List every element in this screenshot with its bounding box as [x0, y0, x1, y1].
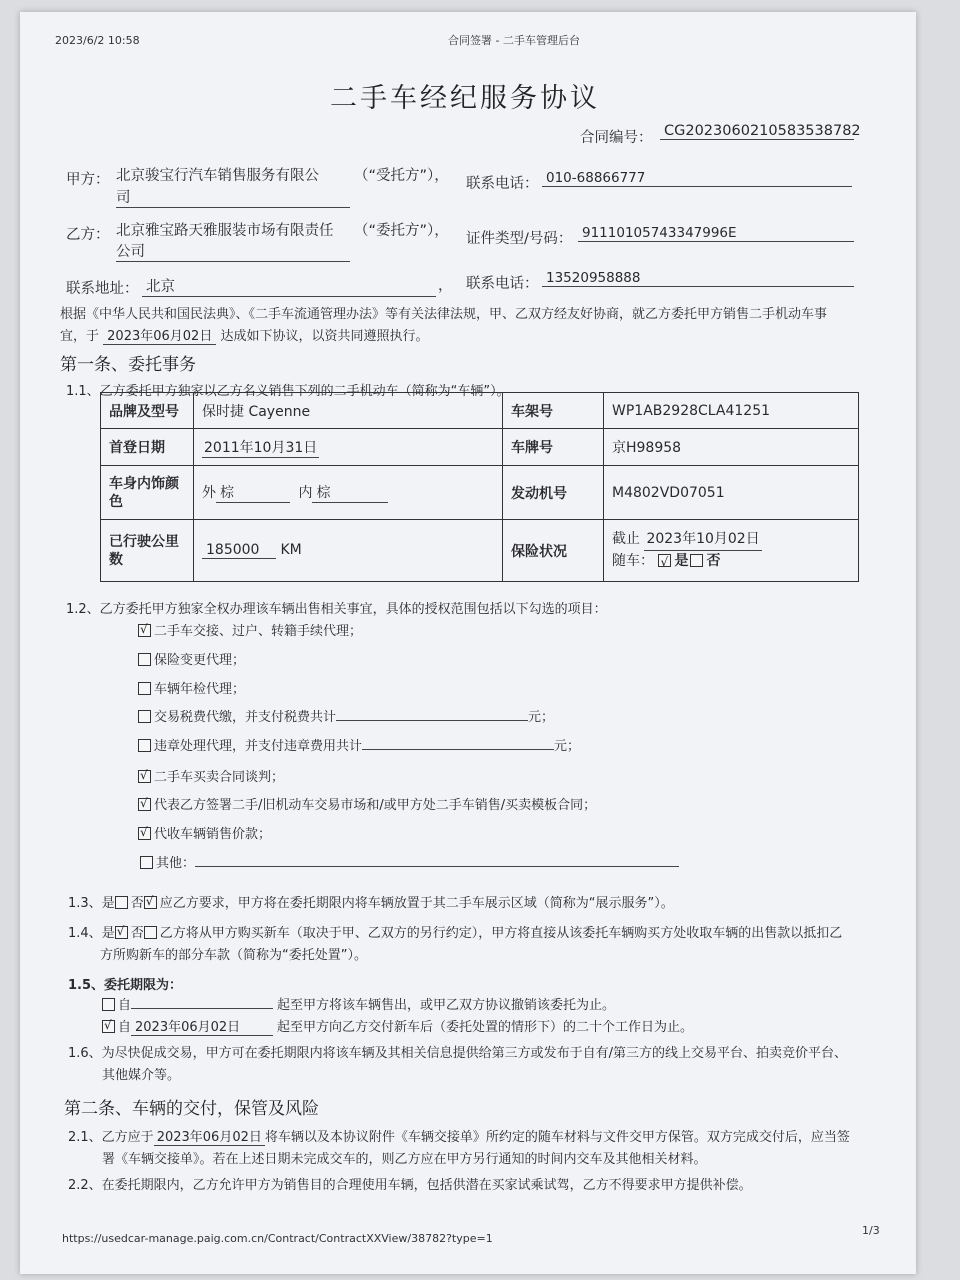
preamble-line1: 根据《中华人民共和国民法典》、《二手车流通管理办法》等有关法律法规，甲、乙双方经友好协商，就乙方委托甲方销售二手机动车事	[60, 307, 828, 322]
handover-date: 2023年06月02日	[154, 1126, 265, 1146]
clause-1-4-text1: 乙方将从甲方购买新车（取决于甲、乙双方的另行约定），甲方将直接从该委托车辆购买方处收取车辆的出售款以抵扣乙	[159, 926, 843, 941]
option-6-checkbox[interactable]	[138, 798, 151, 811]
clause-1-6-line2: 其他媒介等。	[102, 1068, 181, 1083]
article1-heading: 第一条、委托事务	[60, 355, 196, 375]
page-number: 1/3	[862, 1224, 880, 1237]
clause-2-1-line1	[68, 1126, 850, 1146]
term-option-1-date	[131, 994, 273, 1009]
option-8	[140, 852, 679, 871]
option-2-checkbox[interactable]	[138, 682, 151, 695]
address-suffix: ，	[438, 278, 453, 294]
brand-label: 品牌及型号	[101, 393, 194, 429]
party-a-role: （“受托方”），	[354, 168, 449, 184]
insurance-yes-checkbox[interactable]	[658, 554, 671, 567]
reg-date-value: 2011年10月31日	[202, 437, 319, 458]
term-option-2-text: 起至甲方向乙方交付新车后（委托处置的情形下）的二十个工作日为止。	[277, 1020, 694, 1035]
ext-prefix: 外	[202, 485, 216, 501]
int-color: 棕	[312, 482, 388, 503]
clause-1-3-yes-checkbox[interactable]	[115, 896, 128, 909]
engine-value: M4802VD07051	[604, 466, 859, 520]
clause-1-4-no: 否	[130, 926, 144, 941]
color-cell	[194, 466, 503, 520]
preamble-prefix: 宜，于	[60, 329, 100, 344]
term-option-2-prefix: 自	[118, 1020, 132, 1035]
color-label: 车身内饰颜色	[101, 466, 194, 520]
clause-1-4-yes-checkbox[interactable]	[115, 926, 128, 939]
party-b-name-line1: 北京雅宝路天雅服装市场有限责任	[116, 223, 334, 239]
clause-1-4-line1	[68, 922, 842, 941]
clause-1-4-line2: 方所购新车的部分车款（简称为“委托处置”）。	[100, 948, 367, 963]
party-b-phone-label: 联系电话：	[466, 276, 539, 292]
insurance-prefix: 截止	[612, 531, 640, 547]
insurance-follow-label: 随车：	[612, 553, 654, 569]
option-7-text: 代收车辆销售价款；	[154, 827, 272, 842]
mileage-cell	[194, 520, 503, 582]
option-2-text: 车辆年检代理；	[154, 682, 246, 697]
option-7	[138, 823, 271, 842]
option-0	[138, 620, 362, 639]
party-a-phone: 010-68866777	[542, 170, 852, 187]
option-4	[138, 735, 580, 754]
mileage-label: 已行驶公里数	[101, 520, 194, 582]
insurance-label: 保险状况	[503, 520, 604, 582]
option-4-checkbox[interactable]	[138, 739, 151, 752]
document-title: 二手车经纪服务协议	[330, 83, 600, 114]
insurance-follow	[612, 551, 850, 572]
reg-date-label: 首登日期	[101, 429, 194, 466]
print-app-title: 合同签署 - 二手车管理后台	[448, 34, 580, 47]
other-blank	[195, 852, 679, 867]
address-value: 北京	[142, 275, 436, 297]
agreement-date: 2023年06月02日	[103, 325, 216, 345]
option-6	[138, 794, 596, 813]
insurance-date: 2023年10月02日	[644, 529, 761, 551]
document-page	[20, 12, 916, 1274]
article2-heading: 第二条、车辆的交付，保管及风险	[64, 1099, 319, 1119]
option-5	[138, 766, 284, 785]
clause-2-1-line2: 署《车辆交接单》。若在上述日期未完成交车的，则乙方应在甲方另行通知的时间内交车及其他相关材料。	[102, 1152, 707, 1167]
clause-2-2: 2.2、在委托期限内，乙方允许甲方为销售目的合理使用车辆，包括供潜在买家试乘试驾，乙方不得要求甲方提供补偿。	[68, 1178, 752, 1193]
option-1-text: 保险变更代理；	[154, 653, 246, 668]
party-b-label: 乙方：	[66, 227, 110, 243]
term-option-1-prefix: 自	[118, 998, 132, 1013]
option-8-checkbox[interactable]	[140, 856, 153, 869]
option-4-text: 违章处理代理，并支付违章费用共计	[154, 739, 363, 754]
vin-value: WP1AB2928CLA41251	[604, 393, 859, 429]
term-option-1	[102, 994, 615, 1013]
clause-1-3-yes: 是	[101, 896, 115, 911]
option-5-text: 二手车买卖合同谈判；	[154, 770, 285, 785]
contract-no-label: 合同编号：	[580, 130, 653, 146]
term-option-2	[102, 1016, 693, 1036]
clause-1-3-text: 应乙方要求，甲方将在委托期限内将车辆放置于其二手车展示区域（简称为“展示服务”）。	[159, 896, 674, 911]
party-b-role: （“委托方”），	[354, 223, 449, 239]
clause-1-3-no: 否	[130, 896, 144, 911]
clause-2-1-text: 将车辆以及本协议附件《车辆交接单》所约定的随车材料与文件交甲方保管。双方完成交付后，应当签	[264, 1130, 850, 1145]
clause-1-3-num: 1.3、	[68, 896, 102, 911]
clause-1-2: 1.2、乙方委托甲方独家全权办理该车辆出售相关事宜，具体的授权范围包括以下勾选的项目：	[66, 602, 607, 617]
party-a-name-line1: 北京骏宝行汽车销售服务有限公	[116, 168, 319, 184]
clause-2-1-prefix: 2.1、乙方应于	[68, 1130, 154, 1145]
brand-value: 保时捷 Cayenne	[194, 393, 503, 429]
option-3-suffix: 元；	[528, 710, 555, 725]
option-2	[138, 678, 245, 697]
party-b-name-line2: 公司	[116, 240, 350, 262]
clause-1-6-line1: 1.6、为尽快促成交易，甲方可在委托期限内将该车辆及其相关信息提供给第三方或发布于自有/第三方的线上交易平台、拍卖竞价平台、	[68, 1046, 848, 1061]
vin-label: 车架号	[503, 393, 604, 429]
option-6-text: 代表乙方签署二手/旧机动车交易市场和/或甲方处二手车销售/买卖模板合同；	[154, 798, 597, 813]
mileage-value: 185000	[202, 542, 276, 559]
plate-label: 车牌号	[503, 429, 604, 466]
preamble-line2	[60, 325, 428, 345]
clause-1-3-no-checkbox[interactable]	[144, 896, 157, 909]
address-label: 联系地址：	[66, 281, 139, 297]
option-4-suffix: 元；	[554, 739, 581, 754]
int-prefix: 内	[298, 485, 313, 501]
clause-1-3	[68, 892, 674, 911]
party-a-name-line2: 司	[116, 186, 350, 208]
violation-amount-blank	[362, 735, 554, 750]
tax-amount-blank	[336, 706, 528, 721]
party-b-id-label: 证件类型/号码：	[466, 231, 573, 247]
print-url: https://usedcar-manage.paig.com.cn/Contract/ContractXXView/38782?type=1	[62, 1232, 493, 1245]
vehicle-info-table	[100, 392, 859, 582]
clause-1-5-heading: 1.5、委托期限为：	[68, 978, 183, 993]
option-5-checkbox[interactable]	[138, 770, 151, 783]
contract-no-value: CG2023060210583538782	[660, 123, 854, 140]
party-b-phone: 13520958888	[542, 270, 854, 287]
clause-1-4-yes: 是	[101, 926, 115, 941]
clause-1-1: 1.1、乙方委托甲方独家以乙方名义销售下列的二手机动车（简称为“车辆”）。	[66, 384, 510, 399]
party-a-label: 甲方：	[66, 172, 110, 188]
ext-color: 棕	[216, 482, 290, 503]
print-datetime: 2023/6/2 10:58	[55, 34, 140, 47]
mileage-unit: KM	[280, 542, 302, 558]
term-option-1-checkbox[interactable]	[102, 998, 115, 1011]
term-option-2-checkbox[interactable]	[102, 1020, 115, 1033]
party-a-phone-label: 联系电话：	[466, 176, 539, 192]
option-3	[138, 706, 554, 725]
insurance-yes-label: 是	[674, 553, 689, 569]
engine-label: 发动机号	[503, 466, 604, 520]
option-8-text: 其他：	[156, 856, 196, 871]
option-0-text: 二手车交接、过户、转籍手续代理；	[154, 624, 363, 639]
insurance-no-label: 否	[706, 553, 721, 569]
option-7-checkbox[interactable]	[138, 827, 151, 840]
option-0-checkbox[interactable]	[138, 624, 151, 637]
option-1-checkbox[interactable]	[138, 653, 151, 666]
plate-value: 京H98958	[604, 429, 859, 466]
insurance-no-checkbox[interactable]	[690, 554, 703, 567]
clause-1-4-no-checkbox[interactable]	[144, 926, 157, 939]
term-option-1-text: 起至甲方将该车辆售出，或甲乙双方协议撤销该委托为止。	[277, 998, 616, 1013]
reg-date-cell	[194, 429, 503, 466]
party-b-id: 91110105743347996E	[578, 225, 854, 242]
insurance-cell	[604, 520, 859, 582]
term-option-2-date: 2023年06月02日	[131, 1016, 273, 1036]
option-3-checkbox[interactable]	[138, 710, 151, 723]
preamble-suffix: 达成如下协议，以资共同遵照执行。	[220, 329, 429, 344]
option-3-text: 交易税费代缴，并支付税费共计	[154, 710, 337, 725]
option-1	[138, 649, 245, 668]
insurance-expiry	[612, 529, 850, 551]
clause-1-4-num: 1.4、	[68, 926, 102, 941]
